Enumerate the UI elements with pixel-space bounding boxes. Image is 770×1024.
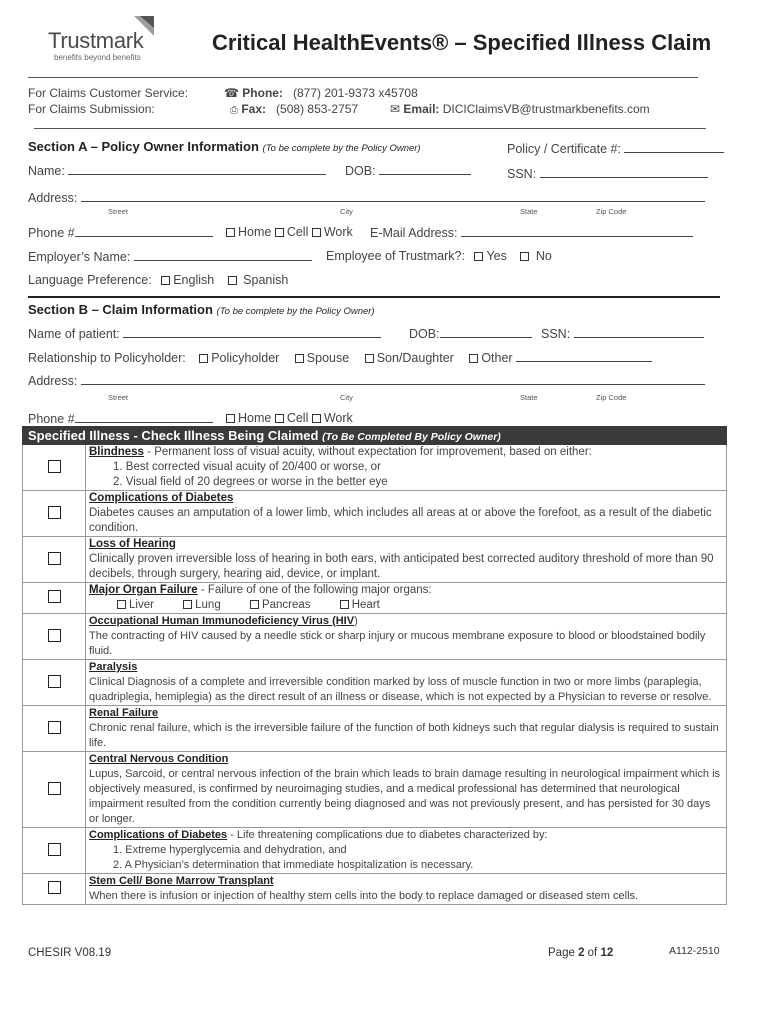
checkbox-home[interactable]: [226, 414, 235, 423]
illness-title: Central Nervous Condition: [89, 753, 229, 765]
checkbox-yes[interactable]: [474, 252, 483, 261]
illness-row-renal: Renal Failure Chronic renal failure, which is the irreversible failure of the function of both kidneys such that regular dialysis is required to sustain life.: [23, 706, 727, 752]
email-icon: ✉: [390, 102, 401, 116]
email-info: [390, 102, 650, 116]
page-number: Page 2 of 12: [548, 947, 614, 959]
checkbox-central-nervous[interactable]: [48, 782, 61, 795]
patient-phone-type-options: Home Cell Work: [226, 411, 353, 425]
state-caption: State: [520, 393, 538, 402]
city-caption: City: [340, 393, 353, 402]
language-preference: Language Preference: English Spanish: [28, 273, 289, 287]
illness-title: Occupational Human Immunodeficiency Virus (HIV: [89, 615, 355, 627]
checkbox-renal[interactable]: [48, 721, 61, 734]
checkbox-hearing[interactable]: [48, 552, 61, 565]
patient-ssn-field[interactable]: SSN:: [541, 326, 704, 341]
fax-label: Fax:: [241, 102, 267, 116]
checkbox-spouse[interactable]: [295, 354, 304, 363]
divider: [28, 296, 720, 298]
patient-dob-field[interactable]: DOB:: [409, 326, 532, 341]
checkbox-spanish[interactable]: [228, 276, 237, 285]
illness-title: Complications of Diabetes: [89, 492, 234, 504]
relationship-options: Relationship to Policyholder: Policyholder Spouse Son/Daughter Other: [28, 350, 652, 365]
illness-row-hiv: Occupational Human Immunodeficiency Virus (HIV) The contracting of HIV caused by a needle stick or sharp injury or mucous membrane exposure to blood or bloodstained bodily fluid.: [23, 614, 727, 660]
checkbox-blindness[interactable]: [48, 460, 61, 473]
checkbox-no[interactable]: [520, 252, 529, 261]
zip-caption: Zip Code: [596, 207, 627, 216]
illness-row-diabetes-life-threatening: Complications of Diabetes - Life threatening complications due to diabetes characterized by: 1. Extreme hyperglycemia and dehydration, and 2. A Physician’s determination that immediate hospitalization is necessary.: [23, 828, 727, 874]
other-field[interactable]: [516, 350, 652, 362]
fax-info: [230, 102, 358, 116]
checkbox-paralysis[interactable]: [48, 675, 61, 688]
illness-title: Major Organ Failure: [89, 584, 198, 596]
logo: Trustmark: [48, 28, 144, 53]
form-id: A112-2510: [669, 945, 720, 957]
claims-service-label: For Claims Customer Service:: [28, 86, 189, 100]
street-caption: Street: [108, 207, 129, 216]
policy-number-field[interactable]: Policy / Certificate #:: [507, 141, 724, 156]
illness-title: Complications of Diabetes: [89, 829, 228, 841]
logo-tagline: benefits beyond benefits: [54, 53, 141, 62]
dob-field[interactable]: DOB:: [345, 163, 471, 178]
checkbox-cell[interactable]: [275, 228, 284, 237]
checkbox-home[interactable]: [226, 228, 235, 237]
checkbox-other[interactable]: [469, 354, 478, 363]
illness-option: 2. Visual field of 20 degrees or worse in the better eye: [113, 476, 388, 488]
form-code: CHESIR V08.19: [28, 947, 112, 959]
phone-field[interactable]: Phone #: [28, 225, 213, 240]
ssn-field[interactable]: SSN:: [507, 166, 708, 181]
illness-row-organ-failure: Major Organ Failure - Failure of one of the following major organs: Liver Lung Pancreas Heart: [23, 583, 727, 614]
illness-header-note: (To Be Completed By Policy Owner): [322, 431, 501, 443]
street-caption: Street: [108, 393, 129, 402]
address-field[interactable]: Address:: [28, 190, 705, 205]
illness-row-stem-cell: Stem Cell/ Bone Marrow Transplant When there is infusion or injection of healthy stem cells into the body to replace damaged or diseased stem cells.: [23, 874, 727, 905]
illness-table-header: [23, 427, 727, 445]
checkbox-diabetes-amputation[interactable]: [48, 506, 61, 519]
checkbox-pancreas[interactable]: [250, 600, 259, 609]
illness-row-diabetes-amputation: Complications of Diabetes Diabetes causes an amputation of a lower limb, which includes all areas at or above the forefoot, as a result of the diabetic condition.: [23, 491, 727, 537]
illness-row-blindness: Blindness - Permanent loss of visual acuity, without expectation for improvement, based on either: 1. Best corrected visual acuity of 20/400 or worse, or 2. Visual field of 20 degrees or worse in the better eye: [23, 445, 727, 491]
employer-field[interactable]: Employer’s Name:: [28, 249, 312, 264]
claims-submission-label: For Claims Submission:: [28, 102, 155, 116]
checkbox-policyholder[interactable]: [199, 354, 208, 363]
zip-caption: Zip Code: [596, 393, 627, 402]
checkbox-lung[interactable]: [183, 600, 192, 609]
logo-mark-icon: [130, 14, 156, 40]
checkbox-english[interactable]: [161, 276, 170, 285]
illness-title: Paralysis: [89, 661, 138, 673]
page-title: Critical HealthEvents® – Specified Illness Claim: [212, 30, 712, 55]
patient-phone-field[interactable]: Phone #: [28, 411, 213, 426]
divider: [28, 77, 698, 78]
illness-title: Renal Failure: [89, 707, 159, 719]
illness-title: Blindness: [89, 446, 144, 458]
illness-option: 1. Extreme hyperglycemia and dehydration, and: [113, 844, 347, 856]
state-caption: State: [520, 207, 538, 216]
city-caption: City: [340, 207, 353, 216]
checkbox-cell[interactable]: [275, 414, 284, 423]
checkbox-work[interactable]: [312, 414, 321, 423]
illness-option: 1. Best corrected visual acuity of 20/400 or worse, or: [113, 461, 381, 473]
illness-option: 2. A Physician’s determination that immediate hospitalization is necessary.: [113, 859, 474, 871]
divider: [34, 128, 706, 129]
name-field[interactable]: Name:: [28, 163, 326, 178]
patient-address-field[interactable]: Address:: [28, 373, 705, 388]
illness-row-paralysis: Paralysis Clinical Diagnosis of a complete and irreversible condition marked by loss of muscle function in two or more limbs (paraplegia, quadriplegia, hemiplegia) as the direct result of an illness or disease, which is not expected by a Physician to reverse or resolve.: [23, 660, 727, 706]
checkbox-stem-cell[interactable]: [48, 881, 61, 894]
email-label: Email:: [403, 102, 440, 116]
email-address-field[interactable]: E-Mail Address:: [370, 225, 693, 240]
phone-info: [224, 86, 418, 100]
phone-value: (877) 201-9373 x45708: [292, 86, 418, 100]
checkbox-organ-failure[interactable]: [48, 590, 61, 603]
phone-icon: ☎: [224, 86, 239, 100]
fax-icon: ⎙: [230, 105, 238, 116]
checkbox-liver[interactable]: [117, 600, 126, 609]
section-a-title: Section A – Policy Owner Information (To be complete by the Policy Owner): [28, 139, 421, 154]
checkbox-heart[interactable]: [340, 600, 349, 609]
checkbox-son-daughter[interactable]: [365, 354, 374, 363]
fax-value: (508) 853-2757: [276, 102, 359, 116]
email-value[interactable]: DICIClaimsVB@trustmarkbenefits.com: [442, 102, 650, 116]
section-a-note: (To be complete by the Policy Owner): [262, 143, 421, 154]
illness-table: [22, 426, 727, 905]
illness-title: Loss of Hearing: [89, 538, 176, 550]
checkbox-work[interactable]: [312, 228, 321, 237]
section-b-title: Section B – Claim Information (To be complete by the Policy Owner): [28, 302, 375, 317]
illness-row-central-nervous: Central Nervous Condition Lupus, Sarcoid, or central nervous infection of the brain which leads to brain damage resulting in neurological impairment which is objectively measured, is confirmed by neuroimaging studies, and a medical professional has determined that neurological impairment resulted from the condition currently being diagnosed and was not previously present, and has persisted for 30 days or longer.: [23, 752, 727, 828]
section-b-note: (To be complete by the Policy Owner): [216, 306, 375, 317]
illness-header: Specified Illness - Check Illness Being Claimed: [28, 428, 319, 443]
checkbox-hiv[interactable]: [48, 629, 61, 642]
illness-title: Stem Cell/ Bone Marrow Transplant: [89, 875, 274, 887]
checkbox-diabetes-life-threatening[interactable]: [48, 843, 61, 856]
phone-type-options: Home Cell Work: [226, 225, 353, 239]
patient-name-field[interactable]: Name of patient:: [28, 326, 381, 341]
illness-row-hearing: Loss of Hearing Clinically proven irreversible loss of hearing in both ears, with anticipated best corrected auditory threshold of more than 90 decibels, through surgery, hearing aid, device, or implant.: [23, 537, 727, 583]
phone-label: Phone:: [242, 86, 283, 100]
employee-of-trustmark: Employee of Trustmark?: Yes No: [326, 249, 552, 263]
